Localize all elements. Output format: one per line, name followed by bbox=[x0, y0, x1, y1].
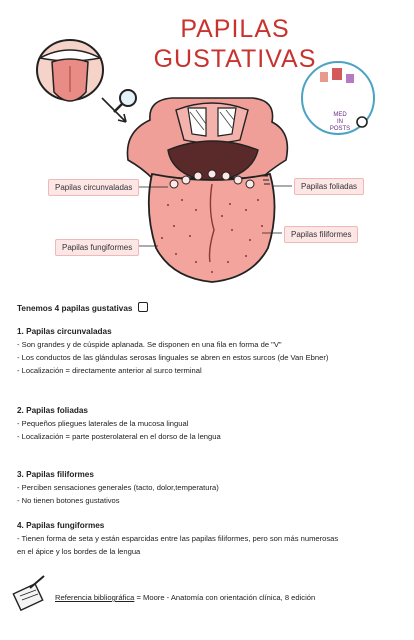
mouth-icon bbox=[37, 40, 103, 101]
list-item: en el ápice y los bordes de la lengua bbox=[17, 547, 141, 556]
list-item: - Pequeños pliegues laterales de la mucosa lingual bbox=[17, 419, 189, 428]
label-circunvaladas: Papilas circunvaladas bbox=[48, 179, 139, 196]
list-item: - Tienen forma de seta y están esparcidas entre las papilas filiformes, pero son más numerosas bbox=[17, 534, 339, 543]
title-line-2: GUSTATIVAS bbox=[153, 45, 317, 73]
section-fungiformes bbox=[17, 519, 338, 558]
list-item: - No tienen botones gustativos bbox=[17, 496, 120, 505]
section-heading: 3. Papilas filiformes bbox=[17, 470, 94, 479]
section-foliadas bbox=[17, 404, 221, 443]
tongue-emoji-icon bbox=[138, 302, 148, 312]
badge-line-2: IN bbox=[337, 119, 343, 125]
reference-text: = Moore - Anatomía con orientación clínica, 8 edición bbox=[134, 593, 316, 602]
label-foliadas: Papilas foliadas bbox=[294, 178, 364, 195]
section-heading: 2. Papilas foliadas bbox=[17, 406, 88, 415]
label-filiformes: Papilas filiformes bbox=[284, 226, 358, 243]
intro-line bbox=[17, 302, 148, 313]
reference-label: Referencia bibliográfica bbox=[55, 593, 135, 602]
section-circunvaladas bbox=[17, 325, 328, 377]
med-in-posts-badge bbox=[302, 62, 374, 134]
book-pencil-icon bbox=[13, 576, 44, 610]
section-filiformes bbox=[17, 468, 219, 507]
reference-line bbox=[55, 593, 315, 602]
list-item: - Perciben sensaciones generales (tacto, dolor,temperatura) bbox=[17, 483, 219, 492]
list-item: - Son grandes y de cúspide aplanada. Se disponen en una fila en forma de "V" bbox=[17, 340, 282, 349]
list-item: - Localización = parte posterolateral en el dorso de la lengua bbox=[17, 432, 221, 441]
badge-line-1: MED bbox=[333, 112, 347, 118]
magnifier-icon bbox=[114, 90, 136, 112]
section-heading: 1. Papilas circunvaladas bbox=[17, 327, 112, 336]
list-item: - Localización = directamente anterior al surco terminal bbox=[17, 366, 202, 375]
section-heading: 4. Papilas fungiformes bbox=[17, 521, 105, 530]
tongue-diagram bbox=[120, 98, 292, 282]
title-line-1: PAPILAS bbox=[180, 15, 290, 43]
intro-text: Tenemos 4 papilas gustativas bbox=[17, 304, 133, 313]
badge-line-3: POSTS bbox=[329, 126, 351, 132]
label-fungiformes: Papilas fungiformes bbox=[55, 239, 139, 256]
list-item: - Los conductos de las glándulas serosas linguales se abren en estos surcos (de Van Ebner) bbox=[17, 353, 329, 362]
